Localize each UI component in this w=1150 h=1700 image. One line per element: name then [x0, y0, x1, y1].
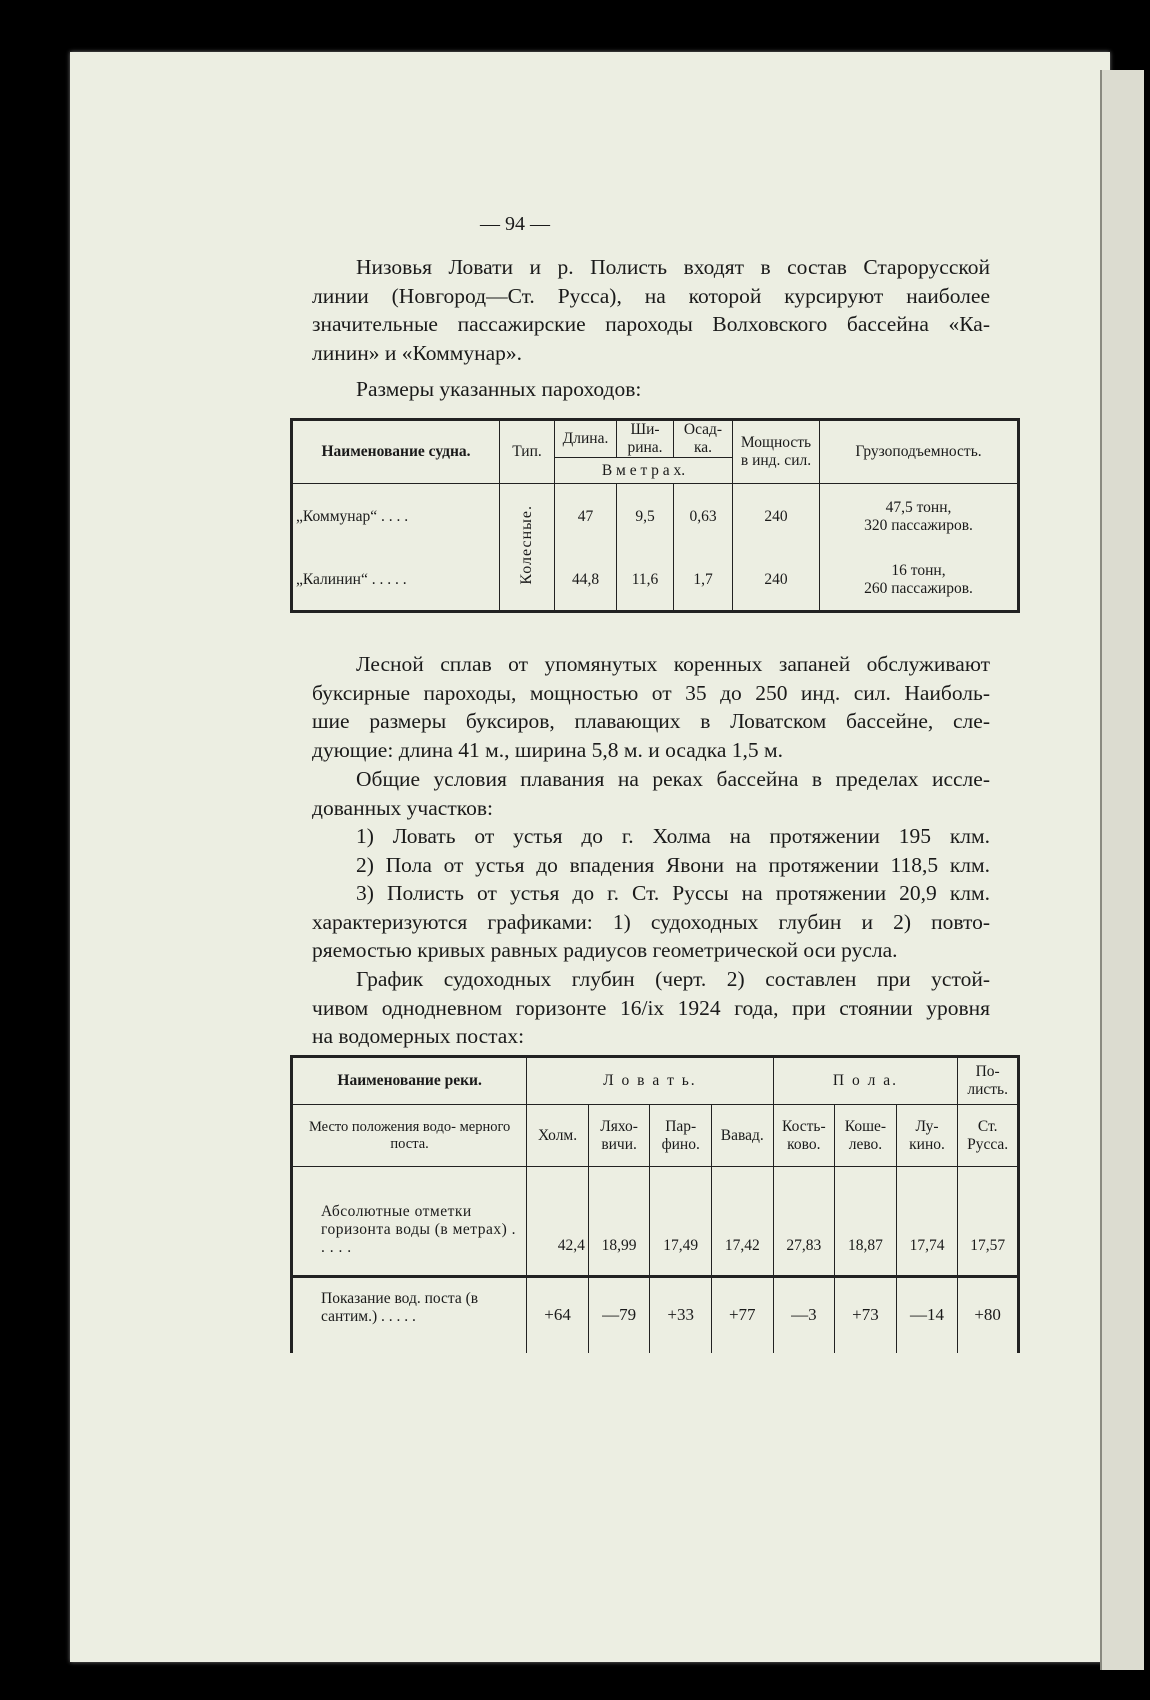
text-line: на водомерных постах:	[312, 1024, 525, 1048]
text-line: линии (Новгород—Ст. Русса), на которой курсируют наиболее	[312, 283, 990, 308]
text-line: значительные пассажирские пароходы Волховского бассейна «Ка-	[312, 312, 990, 336]
header-power: Мощность в инд. сил.	[733, 420, 820, 484]
ship-cargo	[820, 550, 1019, 612]
ship-draft: 1,7	[674, 550, 733, 612]
text-line: шие размеры буксиров, плавающих в Ловатском бассейне, сле-	[312, 709, 990, 733]
gauge-reading-value: —3	[773, 1277, 835, 1353]
post-name: Пар- фино.	[650, 1105, 712, 1167]
gauge-reading-value: +64	[527, 1277, 589, 1353]
ship-name: „Коммунар“ . . . .	[292, 484, 500, 550]
ship-draft: 0,63	[674, 484, 733, 550]
absolute-mark-value: 17,57	[958, 1167, 1019, 1277]
paragraph-depth-graph	[312, 965, 990, 1051]
header-cargo: Грузоподъемность.	[820, 420, 1019, 484]
row-absolute-marks-label: Абсолютные отметки горизонта воды (в метрах) . . . . .	[292, 1167, 527, 1277]
ship-power: 240	[733, 484, 820, 550]
cargo-tonnage: 16 тонн,	[891, 561, 946, 579]
absolute-mark-value: 18,87	[835, 1167, 897, 1277]
gauge-reading-value: —14	[896, 1277, 958, 1353]
text-line: 1) Ловать от устья до г. Холма на протяжении 195 клм.	[356, 824, 990, 848]
header-unit: В м е т р а х.	[555, 458, 733, 484]
post-name: Лу- кино.	[896, 1105, 958, 1167]
ship-cargo	[820, 484, 1019, 550]
text-line: 2) Пола от устья до впадения Явони на протяжении 118,5 клм.	[356, 852, 990, 877]
ship-name: „Калинин“ . . . . .	[292, 550, 500, 612]
absolute-mark-value: 27,83	[773, 1167, 835, 1277]
post-name: Коше- лево.	[835, 1105, 897, 1167]
next-page-edge	[1100, 70, 1144, 1670]
ships-table	[290, 418, 1020, 613]
paragraph-conditions	[312, 765, 990, 965]
cargo-passengers: 320 пассажиров.	[864, 516, 973, 534]
absolute-mark-value: 17,42	[711, 1167, 773, 1277]
text-line: дующие: длина 41 м., ширина 5,8 м. и осадка 1,5 м.	[312, 737, 783, 762]
header-ship-name: Наименование судна.	[292, 420, 500, 484]
row-gauge-reading-label: Показание вод. поста (в сантим.) . . . . .	[292, 1277, 527, 1353]
ship-width: 11,6	[617, 550, 674, 612]
gauge-reading-value: +80	[958, 1277, 1019, 1353]
ship-power: 240	[733, 550, 820, 612]
text-line: дованных участков:	[312, 795, 493, 820]
text-line: характеризуются графиками: 1) судоходных глубин и 2) повто-	[312, 909, 990, 934]
gauge-reading-value: +33	[650, 1277, 712, 1353]
text-line: Лесной сплав от упомянутых коренных запаней обслуживают	[356, 652, 990, 676]
ship-length: 44,8	[555, 550, 617, 612]
gauge-reading-value: —79	[588, 1277, 650, 1353]
text-line: линин» и «Коммунар».	[312, 340, 523, 365]
post-name: Ляхо- вичи.	[588, 1105, 650, 1167]
post-name: Вавад.	[711, 1105, 773, 1167]
absolute-mark-value: 17,74	[896, 1167, 958, 1277]
ship-length: 47	[555, 484, 617, 550]
text-line: График судоходных глубин (черт. 2) составлен при устой-	[356, 967, 990, 991]
gauges-table	[290, 1055, 1020, 1353]
river-pola: П о л а.	[773, 1057, 958, 1105]
page-number: — 94 —	[480, 213, 550, 235]
text-line: Размеры указанных пароходов:	[356, 377, 642, 401]
header-post-location: Место положения водо- мерного поста.	[292, 1105, 527, 1167]
gauge-reading-value: +77	[711, 1277, 773, 1353]
text-line: ряемостью кривых равных радиусов геометрической оси русла.	[312, 938, 898, 962]
cargo-passengers: 260 пассажиров.	[864, 579, 973, 597]
paragraph-towing	[312, 650, 990, 764]
gauge-reading-value: +73	[835, 1277, 897, 1353]
header-type: Тип.	[500, 420, 555, 484]
text-line: чивом однодневном горизонте 16/ix 1924 года, при стоянии уровня	[312, 995, 990, 1020]
river-lovat: Л о в а т ь.	[527, 1057, 773, 1105]
header-width: Ши- рина.	[617, 420, 674, 458]
post-name: Ст. Русса.	[958, 1105, 1019, 1167]
text-line: Общие условия плавания на реках бассейна в пределах иссле-	[356, 767, 990, 791]
cargo-tonnage: 47,5 тонн,	[885, 498, 952, 516]
text-line: Низовья Ловати и р. Полисть входят в состав Старорусской	[356, 255, 990, 279]
text-line: буксирные пароходы, мощностью от 35 до 250 инд. сил. Наиболь-	[312, 680, 990, 705]
header-draft: Осад- ка.	[674, 420, 733, 458]
post-name: Холм.	[527, 1105, 589, 1167]
ship-type	[500, 484, 555, 612]
absolute-mark-value: 17,49	[650, 1167, 712, 1277]
absolute-mark-value: 42,4	[527, 1167, 589, 1277]
header-river: Наименование реки.	[292, 1057, 527, 1105]
absolute-mark-value: 18,99	[588, 1167, 650, 1277]
text-line: 3) Полисть от устья до г. Ст. Руссы на протяжении 20,9 клм.	[356, 881, 990, 905]
river-polist: По- листь.	[958, 1057, 1019, 1105]
paragraph-intro	[312, 253, 990, 404]
post-name: Кость- ково.	[773, 1105, 835, 1167]
ship-width: 9,5	[617, 484, 674, 550]
header-length: Длина.	[555, 420, 617, 458]
ship-type-label: Колесные.	[518, 504, 535, 585]
